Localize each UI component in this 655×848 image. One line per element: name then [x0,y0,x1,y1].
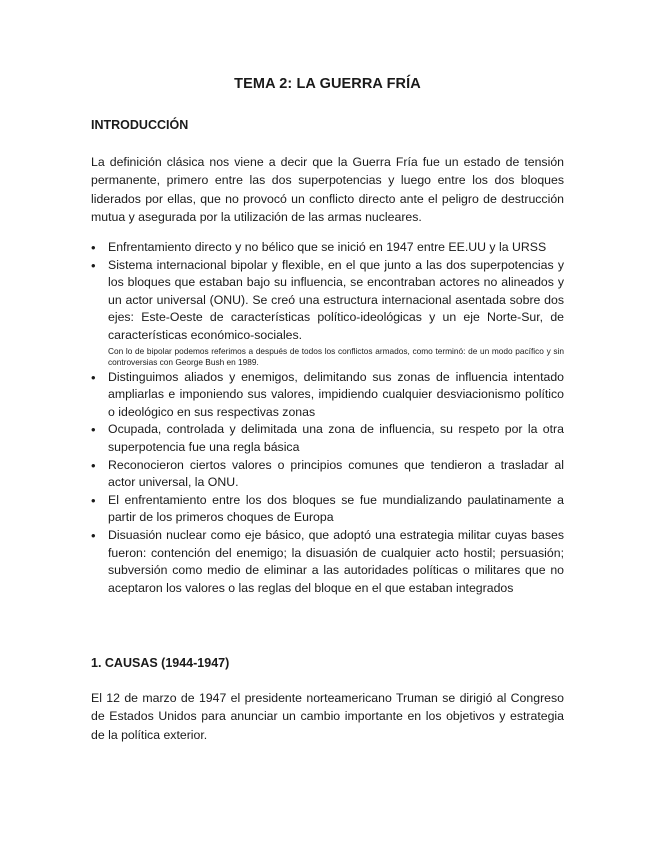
causes-paragraph: El 12 de marzo de 1947 el presidente norteamericano Truman se dirigió al Congreso de Estados Unidos para anunciar un cambio importante en los objetivos y estrategia de la política exterior. [91,691,564,742]
footnote-text: Con lo de bipolar podemos referimos a después de todos los conflictos armados, como terminó: de un modo pacífico y sin controversias con George Bush en 1989. [108,345,564,367]
intro-paragraph: La definición clásica nos viene a decir que la Guerra Fría fue un estado de tensión permanente, primero entre las dos superpotencias y luego entre los dos bloques liderados por ellas, que no provocó un conflicto directo ante el peligro de destrucción mutua y asegurada por la utilización de las armas nucleares. [91,155,564,224]
list-item-text: Ocupada, controlada y delimitada una zona de influencia, su respeto por la otra superpotencia fue una regla básica [108,422,564,454]
list-item-text: Distinguimos aliados y enemigos, delimitando sus zonas de influencia intentado ampliarlas e imponiendo sus valores, impidiendo cualquier desviacionismo político o ideológico en sus respectivas zonas [108,369,564,419]
list-item-text: Reconocieron ciertos valores o principios comunes que tendieron a trasladar al actor universal, la ONU. [108,457,564,490]
list-item-text: Disuasión nuclear como eje básico, que adoptó una estrategia militar cuyas bases fueron: contención del enemigo; la disuasión de cualquier acto hostil; persuasión; subversión como medio de eliminar a las autoridades políticas o militares que no aceptaron los valores o las reglas del bloque en el que estaban integrados [108,527,564,595]
causes-heading: 1. CAUSAS (1944-1947) [91,656,230,670]
intro-heading: INTRODUCCIÓN [91,118,189,132]
list-item-text: Enfrentamiento directo y no bélico que se inició en 1947 entre EE.UU y la URSS [108,240,547,254]
list-item-text: El enfrentamiento entre los dos bloques se fue mundializando paulatinamente a partir de los primeros choques de Europa [108,492,564,525]
list-item-text: Sistema internacional bipolar y flexible, en el que junto a las dos superpotencias y los bloques que estaban bajo su influencia, se encontraban actores no alineados y un actor universal (ONU). Se creó una estructura internacional asentada sobre dos ejes: Este-Oeste de características político-ideológicas y un eje Norte-Sur, de características económico-sociales. [108,257,564,342]
list-item [91,457,564,492]
list-item [91,257,564,368]
bullet-list [91,239,564,597]
list-item [91,239,564,257]
list-item [91,369,564,422]
list-item [91,527,564,597]
list-item [91,492,564,527]
page-title: TEMA 2: LA GUERRA FRÍA [234,76,421,92]
list-item [91,421,564,456]
